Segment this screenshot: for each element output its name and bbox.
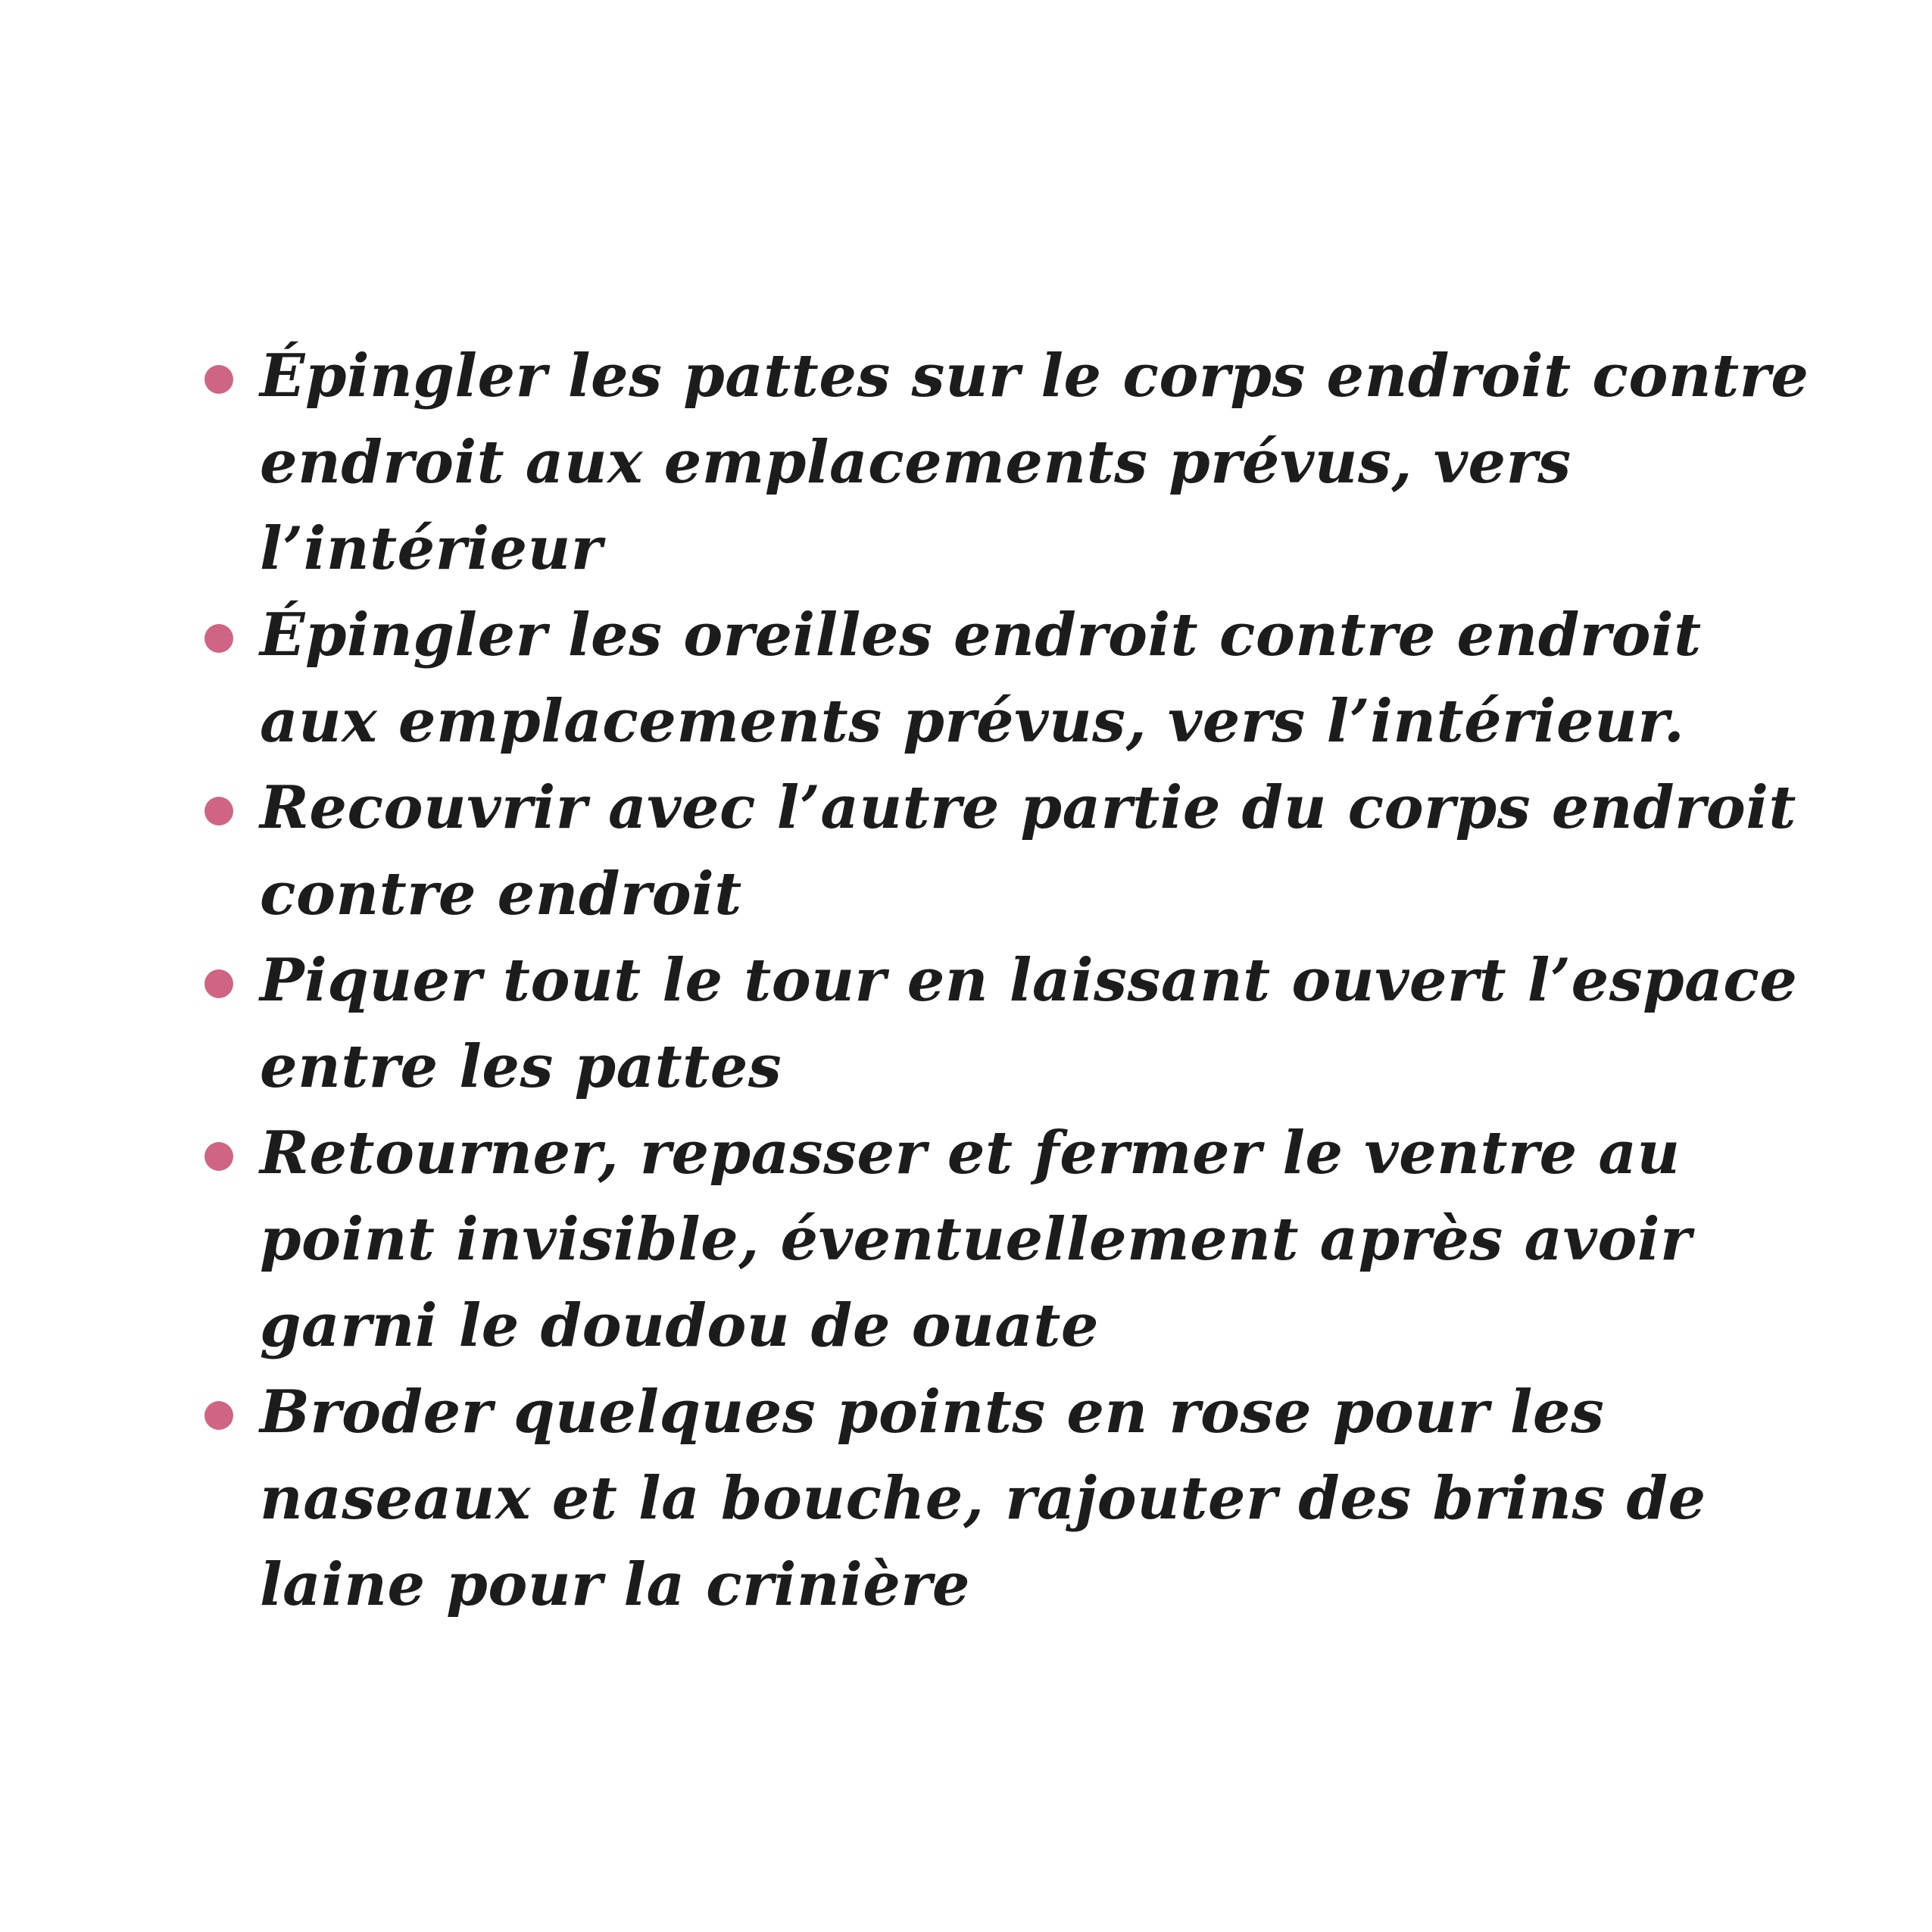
step-line: endroit aux emplacements prévus, vers [260,428,1572,497]
list-item-step-6 [204,1369,1765,1628]
bullet-dot-icon [204,969,233,998]
step-line: laine pour la crinière [260,1550,971,1619]
list-item-step-2 [204,592,1765,765]
step-line: entre les pattes [260,1032,782,1101]
step-line: naseaux et la bouche, rajouter des brins de [260,1464,1706,1533]
step-text [260,592,1702,765]
step-line: l’intérieur [260,514,603,583]
step-text [260,1369,1706,1628]
bullet-dot-icon [204,797,233,826]
step-text [260,1110,1692,1369]
bullet-dot-icon [204,365,233,394]
step-text [260,333,1809,592]
step-line: Recouvrir avec l’autre partie du corps endroit [260,773,1796,842]
bullet-dot-icon [204,1142,233,1171]
bullet-dot-icon [204,1401,233,1430]
list-item-step-1 [204,333,1809,592]
instruction-list [204,333,1809,1628]
step-line: Épingler les oreilles endroit contre endroit [260,601,1702,669]
step-text [260,938,1797,1110]
step-line: Broder quelques points en rose pour les [260,1378,1605,1447]
step-line: garni le doudou de ouate [260,1291,1100,1360]
list-item-step-4 [204,938,1798,1110]
step-line: contre endroit [260,860,742,929]
list-item-step-5 [204,1110,1765,1369]
step-line: Retourner, repasser et fermer le ventre au [260,1119,1681,1188]
step-text [260,765,1796,938]
bullet-dot-icon [204,624,233,653]
step-line: aux emplacements prévus, vers l’intérieur. [260,687,1685,756]
step-line: Épingler les pattes sur le corps endroit contre [260,342,1809,410]
step-line: point invisible, éventuellement après avoir [260,1205,1692,1274]
list-item-step-3 [204,765,1796,938]
step-line: Piquer tout le tour en laissant ouvert l’espace [260,946,1798,1015]
